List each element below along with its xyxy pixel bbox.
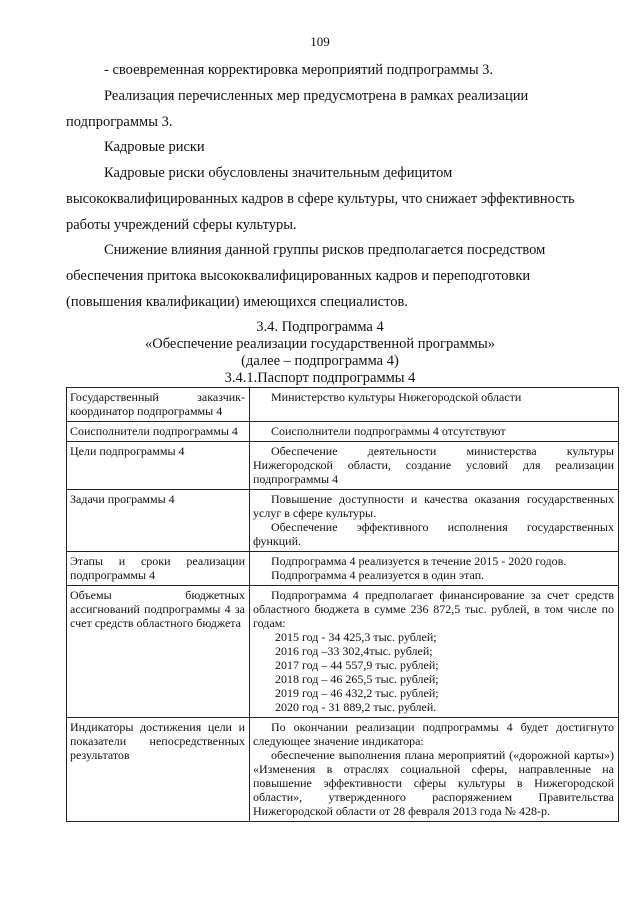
row-label-goals: Цели подпрограммы 4 [67,442,250,490]
value-line: Подпрограмма 4 реализуется в один этап. [271,568,485,582]
row-value-stages [250,552,619,586]
row-value-indicators [250,718,619,822]
row-value-budget [250,586,619,718]
budget-year-2018: 2018 год – 46 265,5 тыс. рублей; [275,672,439,686]
table-row [67,490,619,552]
row-label-indicators: Индикаторы достижения цели и показатели непосредственных результатов [67,718,250,822]
budget-year-2016: 2016 год –33 302,4тыс. рублей; [275,644,433,658]
budget-year-2020: 2020 год - 31 889,2 тыс. рублей. [275,700,437,714]
value-line: Подпрограмма 4 реализуется в течение 2015 - 2020 годов. [271,554,567,568]
row-label-budget: Объемы бюджетных ассигнований подпрограммы 4 за счет средств областного бюджета [67,586,250,718]
section-title: 3.4. Подпрограмма 4 [256,319,384,335]
passport-title: 3.4.1.Паспорт подпрограммы 4 [224,370,416,386]
table-row [67,388,619,422]
value-line: Подпрограмма 4 предполагает финансирование за счет средств областного бюджета в сумме 236 872,5 тыс. рублей, в том числе по годам: [253,588,614,630]
paragraph-hr-risks: Кадровые риски обусловлены значительным дефицитом высококвалифицированных кадров в сфере культуры, что снижает эффективность работы учреждений сферы культуры. [66,165,575,233]
budget-year-2015: 2015 год - 34 425,3 тыс. рублей; [275,630,437,644]
paragraph-correction: - своевременная корректировка мероприятий подпрограммы 3. [104,62,494,78]
value-line: Обеспечение деятельности министерства культуры Нижегородской области, создание условий для реализации подпрограммы 4 [253,444,614,486]
row-label-stages: Этапы и сроки реализации подпрограммы 4 [67,552,250,586]
table-row [67,422,619,442]
page-number: 109 [310,34,330,49]
paragraph-risk-reduction: Снижение влияния данной группы рисков предполагается посредством обеспечения притока высококвалифицированных кадров и переподготовки (повышения квалификации) имеющихся специалистов. [66,242,546,310]
table-row [67,552,619,586]
table-row [67,586,619,718]
row-value-goals [250,442,619,490]
budget-year-2017: 2017 год – 44 557,9 тыс. рублей; [275,658,439,672]
paragraph-implementation: Реализация перечисленных мер предусмотрена в рамках реализации подпрограммы 3. [66,88,529,130]
budget-year-2019: 2019 год – 46 432,2 тыс. рублей; [275,686,439,700]
value-line: Министерство культуры Нижегородской области [271,390,522,404]
paragraph-hr-risks-heading: Кадровые риски [104,139,205,155]
row-label-tasks: Задачи программы 4 [67,490,250,552]
passport-table [66,387,619,822]
value-line: Повышение доступности и качества оказания государственных услуг в сфере культуры. [253,492,614,520]
value-line: обеспечение выполнения плана мероприятий («дорожной карты») «Изменения в отраслях социальной сферы, направленные на повышение эффективности сферы культуры в Нижегородской области», утвержденного распоряжением Правительства Нижегородской области от 28 февраля 2013 года № 428-р. [253,748,614,818]
row-value-coexecutors [250,422,619,442]
row-label-coexecutors: Соисполнители подпрограммы 4 [67,422,250,442]
row-value-tasks [250,490,619,552]
value-line: Соисполнители подпрограммы 4 отсутствуют [271,424,506,438]
section-name: «Обеспечение реализации государственной программы» [145,336,495,352]
value-line: Обеспечение эффективного исполнения государственных функций. [253,520,614,548]
value-line: По окончании реализации подпрограммы 4 будет достигнуто следующее значение индикатора: [253,720,614,748]
row-value-customer [250,388,619,422]
table-row [67,442,619,490]
section-alias: (далее – подпрограмма 4) [241,353,399,369]
table-row [67,718,619,822]
row-label-customer: Государственный заказчик-координатор подпрограммы 4 [67,388,250,422]
